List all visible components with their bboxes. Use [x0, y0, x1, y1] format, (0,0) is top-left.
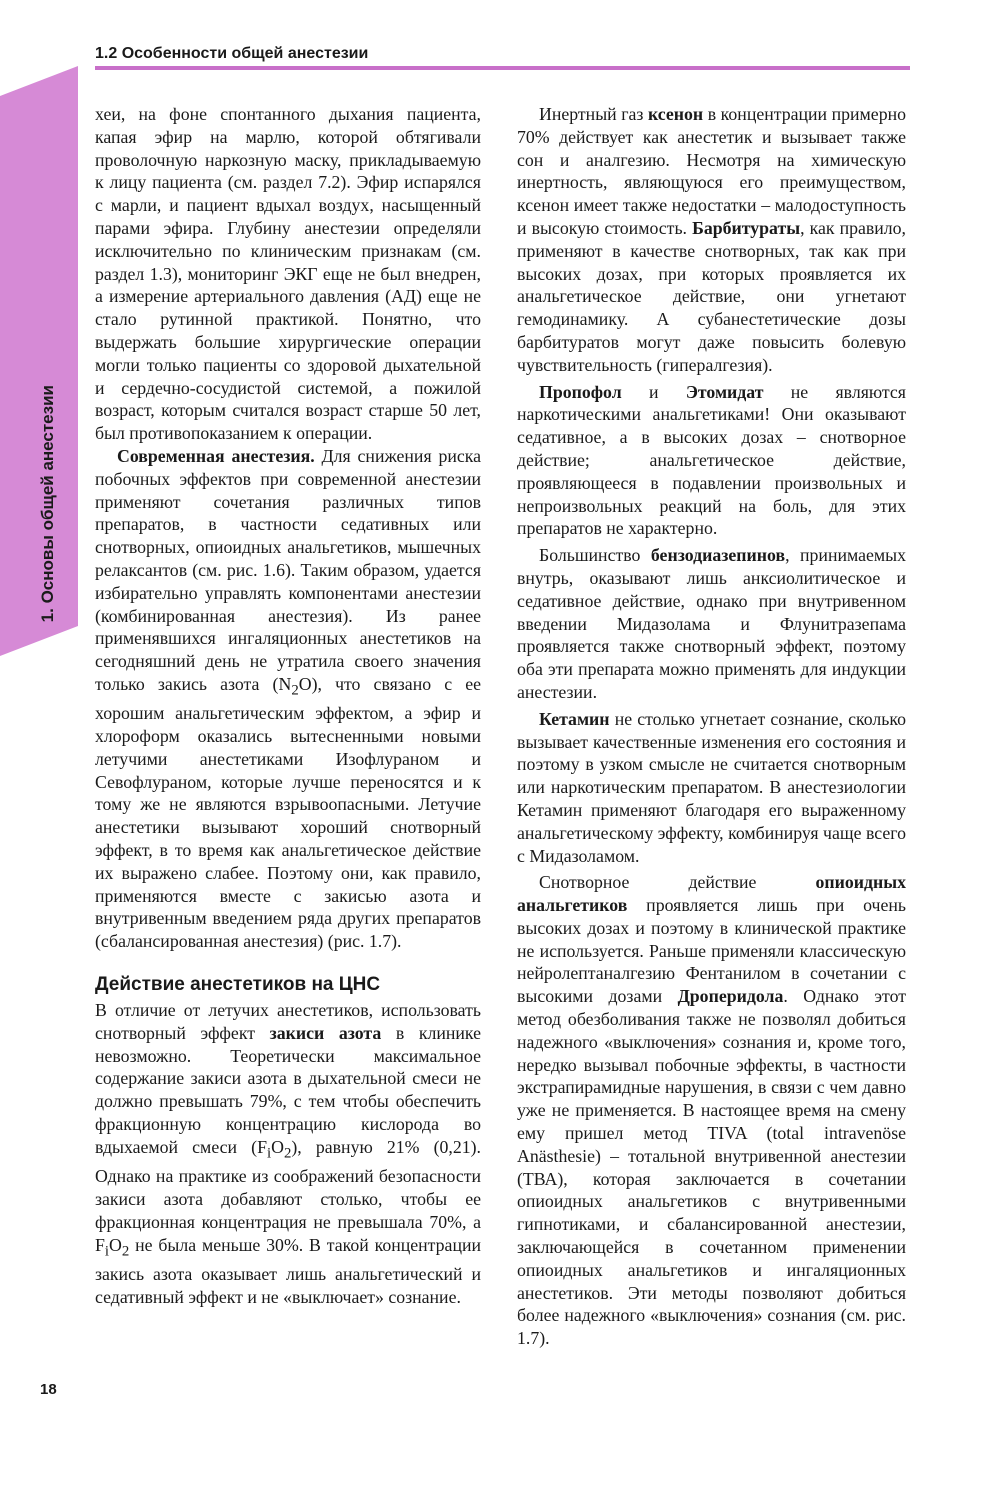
- chapter-tab-label: 1. Основы общей анестезии: [38, 385, 57, 623]
- section-heading: Действие анестетиков на ЦНС: [95, 974, 381, 996]
- paragraph: В отличие от летучих анестетиков, использовать снотворный эффект закиси азота в клинике невозможно. Теоретически максимальное содержание закиси азота в дыхательной смеси не должно превышать 79%, с тем чтобы обеспечить фракционную концентрацию кислорода во вдыхаемой смеси $(F_iO_2)$, равную 21% (0,21). Однако на практике из соображений безопасности закиси азота добавляют столько, чтобы ее фракционная концентрация не превышала 70%, а $F_iO_2$ не была меньше 30%. В такой концентрации закись азота оказывает лишь анальгетический и седативный эффект и не «выключает» сознание.: [95, 1000, 482, 1307]
- paragraph: Снотворное действие опиоидных анальгетиков проявляется лишь при очень высоких дозах и поэтому в клинической практике не используется. Раньше применяли классическую нейролептаналгезию Фентанилом в сочетании с высокими дозами Дроперидола. Однако этот метод обезболивания также не позволял добиться надежного «выключения» сознания и, кроме того, нередко вызывал побочные эффекты, в частности экстрапирамидные нарушения, в связи с чем давно уже не применяется. В настоящее время на смену ему пришел метод TIVA (total intravenöse Anästhesie) – тотальной внутривенной анестезии (ТВА), которая заключается в сочетании опиоидных анальгетиков с внутривенными гипнотиками, и сбалансированной анестезии, заключающейся в сочетанном применении опиоидных анальгетиков и ингаляционных анестетиков. Эти методы позволяют добиться более надежного «выключения» сознания (см. рис. 1.7).: [517, 872, 906, 1349]
- paragraph: Кетамин не столько угнетает сознание, сколько вызывает качественные изменения его состояния и поэтому в узком смысле не считается снотворным или наркотическим препаратом. В анестезиологии Кетамин применяют благодаря его выраженному анальгетическому эффекту, комбинируя чаще всего с Мидазоламом.: [517, 708, 906, 866]
- paragraph: Современная анестезия. Для снижения риска побочных эффектов при современной анестезии применяют сочетания различных типов препаратов, в частности седативных или снотворных, опиоидных анальгетиков, мышечных релаксантов (см. рис. 1.6). Таким образом, удается избирательно управлять компонентами анестезии (комбинированная анестезия). Из ранее применявшихся ингаляционных анестетиков на сегодняшний день не утратила своего значения только закись азота $(N_2O)$, что связано с ее хорошим анальгетическим эффектом, а эфир и хлороформ оказались вытесненными новыми летучими анестетиками Изофлураном и Севофлураном, которые лучше переносятся и к тому же не являются взрывоопасными. Летучие анестетики вызывают хороший снотворный эффект, в то время как анальгетическое действие их выражено слабее. Поэтому они, как правило, применяются вместе с закисью азота и внутривенным введением ряда других препаратов (сбалансированная анестезия) (рис. 1.7).: [95, 445, 482, 952]
- paragraph: Пропофол и Этомидат не являются наркотическими анальгетиками! Они оказывают седативное, а в высоких дозах – снотворное действие; анальгетическое действие, проявляющееся в подавлении произвольных и непроизвольных реакций на боль, для этих препаратов не характерно.: [517, 381, 906, 539]
- paragraph: Инертный газ ксенон в концентрации примерно 70% действует как анестетик и вызывает также сон и аналгезию. Несмотря на химическую инертность, являющуюся его преимуществом, ксенон имеет также недостатки – малодоступность и высокую стоимость. Барбитураты, как правило, применяют в качестве снотворных, так как при высоких дозах, при которых проявляется их анальгетическое действие, они угнетают гемодинамику. А субанестетические дозы барбитуратов могут даже повысить болевую чувствительность (гипералгезия).: [517, 104, 906, 375]
- header-title: 1.2 Особенности общей анестезии: [95, 45, 369, 62]
- page-number: 18: [40, 1381, 57, 1398]
- paragraph: Большинство бензодиазепинов, принимаемых внутрь, оказывают лишь анксиолитическое и седативное действие, однако при внутривенном введении Мидазолама и Флунитразепама проявляется также снотворный эффект, поэтому оба эти препарата можно применять для индукции анестезии.: [517, 545, 906, 702]
- left-text-column: [95, 103, 481, 1308]
- running-header: [95, 40, 910, 70]
- right-text-column: [517, 103, 906, 1350]
- paragraph: хеи, на фоне спонтанного дыхания пациента, капая эфир на марлю, которой обтягивали проволочную наркозную маску, прикладываемую к лицу пациента (см. раздел 7.2). Эфир испарялся с марли, и пациент вдыхал воздух, насыщенный парами эфира. Глубину анестезии определяли исключительно по клиническим признакам (см. раздел 1.3), мониторинг ЭКГ еще не был внедрен, а измерение артериального давления (АД) еще не стало рутинной практикой. Понятно, что выдержать большие хирургические операции могли только пациенты со здоровой дыхательной и сердечно-сосудистой системой, а пожилой возраст, которым считался возраст старше 50 лет, был противопоказанием к операции.: [95, 104, 481, 444]
